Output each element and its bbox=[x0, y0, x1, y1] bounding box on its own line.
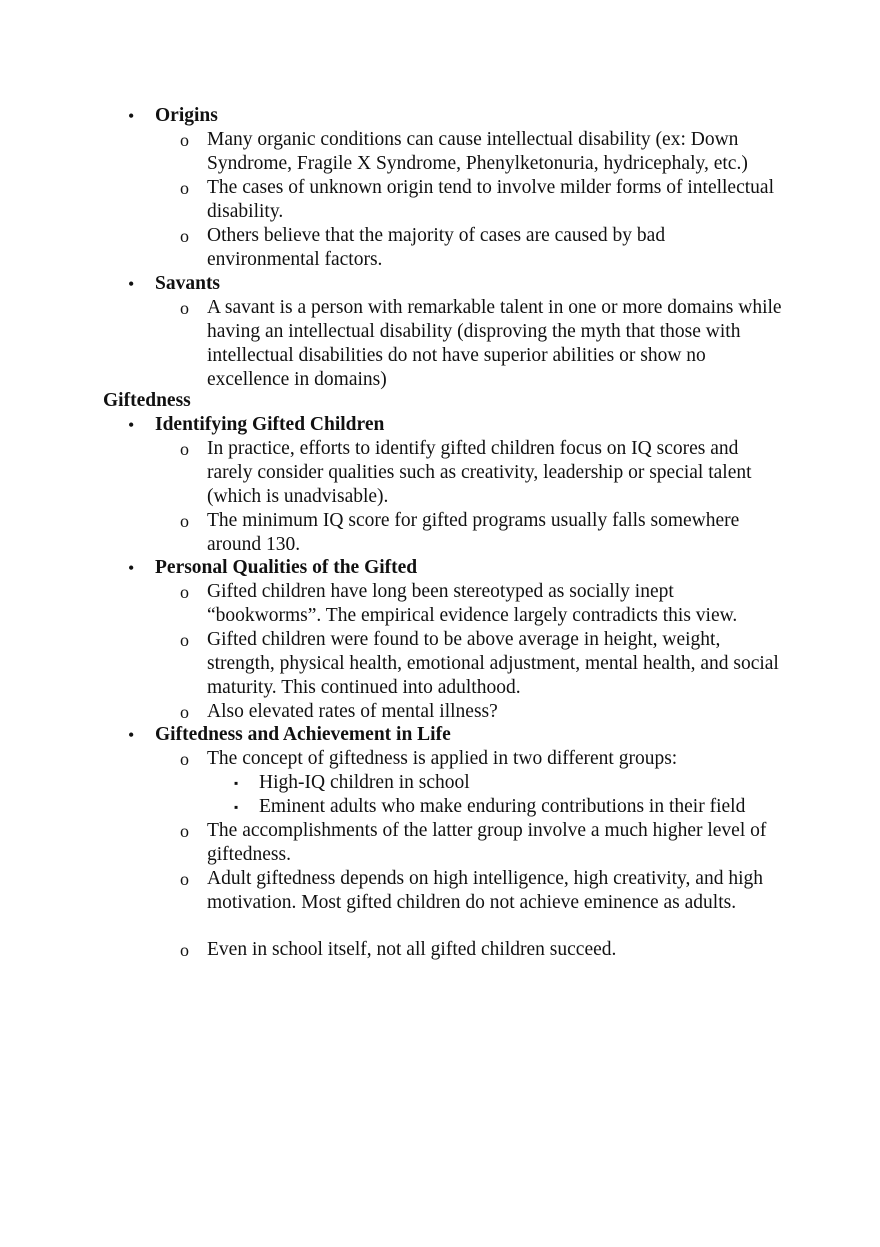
sub-list-item bbox=[234, 771, 799, 795]
square-bullet-icon: ▪ bbox=[234, 776, 239, 790]
heading-giftedness: Giftedness bbox=[103, 390, 191, 411]
list-item bbox=[180, 224, 782, 272]
list-item bbox=[180, 700, 782, 724]
list-item bbox=[180, 437, 782, 509]
circle-bullet-icon: o bbox=[180, 940, 189, 960]
circle-bullet-icon: o bbox=[180, 821, 189, 841]
sub-list-item-text: Eminent adults who make enduring contributions in their field bbox=[259, 796, 746, 817]
section-title: Personal Qualities of the Gifted bbox=[155, 557, 418, 578]
bullet-icon: • bbox=[128, 106, 135, 126]
list-item bbox=[180, 747, 782, 771]
circle-bullet-icon: o bbox=[180, 869, 189, 889]
section-title: Identifying Gifted Children bbox=[155, 414, 385, 435]
list-item bbox=[180, 819, 782, 867]
list-item-text: The accomplishments of the latter group involve a much higher level of giftedness. bbox=[207, 820, 767, 865]
list-item bbox=[180, 628, 782, 700]
list-item-text: A savant is a person with remarkable talent in one or more domains while having an intellectual disability (disproving the myth that those with intellectual disabilities do not have superior abilities or show no excellence in domains) bbox=[207, 297, 782, 390]
list-item bbox=[180, 176, 782, 224]
list-item bbox=[180, 296, 782, 392]
bullet-icon: • bbox=[128, 558, 135, 578]
list-item bbox=[180, 580, 782, 628]
circle-bullet-icon: o bbox=[180, 298, 189, 318]
bullet-icon: • bbox=[128, 725, 135, 745]
circle-bullet-icon: o bbox=[180, 702, 189, 722]
list-item-text: Even in school itself, not all gifted children succeed. bbox=[207, 939, 617, 960]
list-item-text: Adult giftedness depends on high intelligence, high creativity, and high motivation. Most gifted children do not achieve eminence as adults. bbox=[207, 868, 763, 913]
circle-bullet-icon: o bbox=[180, 439, 189, 459]
bullet-icon: • bbox=[128, 415, 135, 435]
bullet-icon: • bbox=[128, 274, 135, 294]
section-title: Origins bbox=[155, 105, 218, 126]
list-item-text: Others believe that the majority of cases are caused by bad environmental factors. bbox=[207, 225, 666, 270]
square-bullet-icon: ▪ bbox=[234, 800, 239, 814]
circle-bullet-icon: o bbox=[180, 130, 189, 150]
list-item-text: The minimum IQ score for gifted programs usually falls somewhere around 130. bbox=[207, 510, 740, 555]
list-item-text: In practice, efforts to identify gifted children focus on IQ scores and rarely consider qualities such as creativity, leadership or special talent (which is unadvisable). bbox=[207, 438, 752, 507]
section-personal-qualities bbox=[128, 556, 418, 580]
circle-bullet-icon: o bbox=[180, 511, 189, 531]
list-item-text: Gifted children have long been stereotyped as socially inept “bookworms”. The empirical evidence largely contradicts this view. bbox=[207, 581, 738, 626]
list-item-text: Gifted children were found to be above average in height, weight, strength, physical health, emotional adjustment, mental health, and social maturity. This continued into adulthood. bbox=[207, 629, 779, 698]
list-item bbox=[180, 128, 782, 176]
list-item bbox=[180, 509, 782, 557]
list-item bbox=[180, 867, 782, 915]
circle-bullet-icon: o bbox=[180, 178, 189, 198]
list-item-text: The cases of unknown origin tend to involve milder forms of intellectual disability. bbox=[207, 177, 774, 222]
section-identifying-gifted-children bbox=[128, 413, 385, 437]
list-item-text: Many organic conditions can cause intellectual disability (ex: Down Syndrome, Fragile X Syndrome, Phenylketonuria, hydricephaly, etc.) bbox=[207, 129, 748, 174]
list-item-text: The concept of giftedness is applied in two different groups: bbox=[207, 748, 678, 769]
sub-list-item-text: High-IQ children in school bbox=[259, 772, 470, 793]
section-origins bbox=[128, 104, 218, 128]
section-savants bbox=[128, 272, 221, 296]
section-title: Savants bbox=[155, 273, 221, 294]
circle-bullet-icon: o bbox=[180, 749, 189, 769]
list-item bbox=[180, 938, 782, 962]
circle-bullet-icon: o bbox=[180, 630, 189, 650]
sub-list-item bbox=[234, 795, 799, 819]
section-giftedness-achievement bbox=[128, 723, 451, 747]
list-item-text: Also elevated rates of mental illness? bbox=[207, 701, 498, 722]
section-title: Giftedness and Achievement in Life bbox=[155, 724, 451, 745]
circle-bullet-icon: o bbox=[180, 226, 189, 246]
circle-bullet-icon: o bbox=[180, 582, 189, 602]
